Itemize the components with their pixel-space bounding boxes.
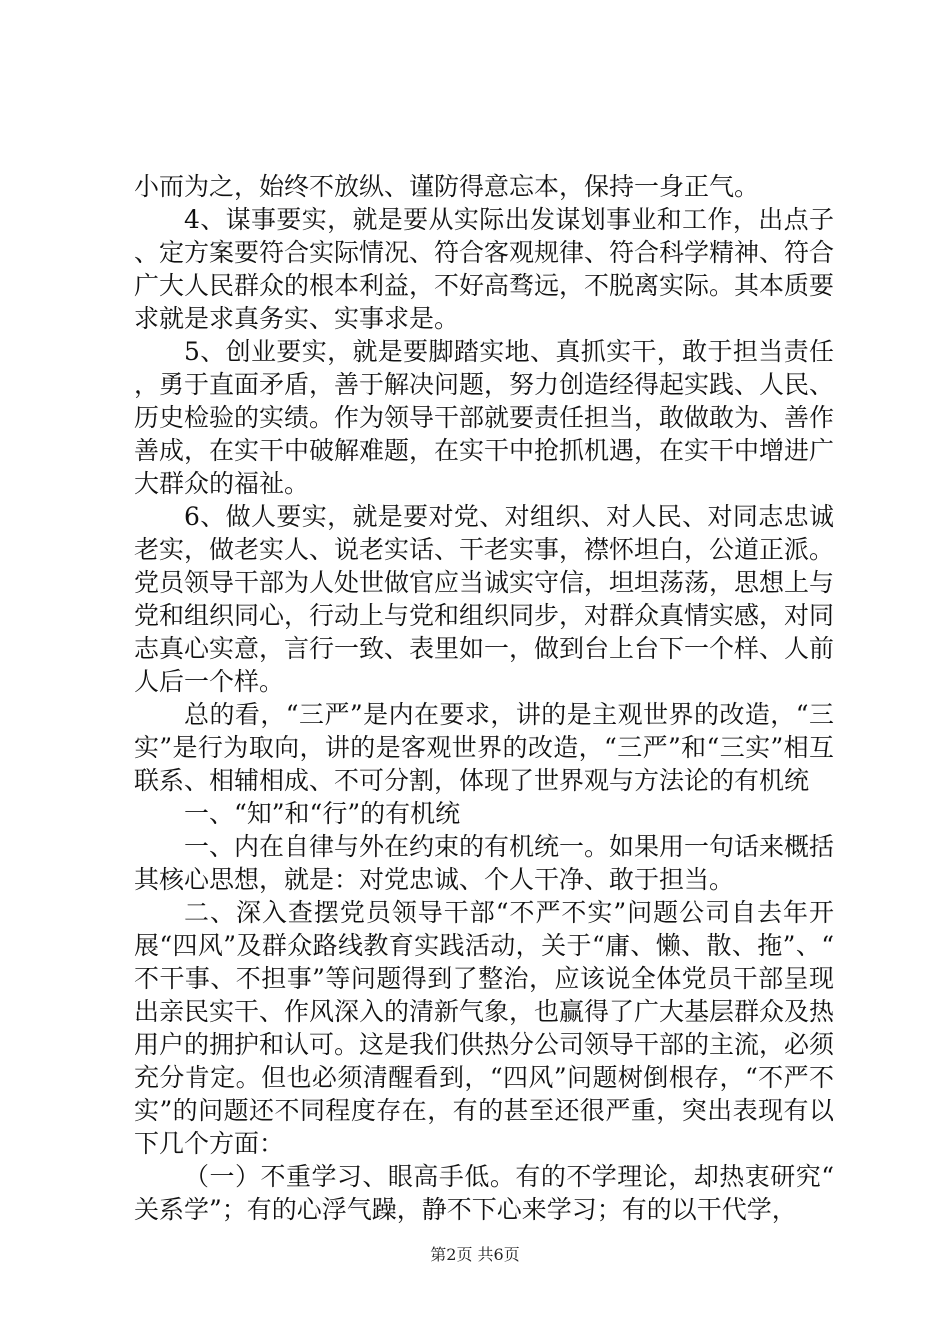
page-number-footer: 第2页 共6页 — [430, 1245, 520, 1264]
paragraph-3: 5、创业要实，就是要脚踏实地、真抓实干，敢于担当责任，勇于直面矛盾，善于解决问题，努力创造经得起实践、人民、历史检验的实绩。作为领导干部就要责任担当，敢做敢为、善作善成，在实干中破解难题，在实干中抢抓机遇，在实干中增进广大群众的福祉。 — [134, 337, 835, 498]
paragraph-2: 4、谋事要实，就是要从实际出发谋划事业和工作，出点子、定方案要符合实际情况、符合客观规律、符合科学精神、符合广大人民群众的根本利益，不好高骛远，不脱离实际。其本质要求就是求真务实、实事求是。 — [134, 205, 835, 333]
paragraph-8: 二、深入查摆党员领导干部“不严不实”问题公司自去年开展“四风”及群众路线教育实践活动，关于“庸、懒、散、拖”、“不干事、不担事”等问题得到了整治，应该说全体党员干部呈现出亲民实干、作风深入的清新气象，也赢得了广大基层群众及热用户的拥护和认可。这是我们供热分公司领导干部的主流，必须充分肯定。但也必须清醒看到，“四风”问题树倒根存，“不严不实”的问题还不同程度存在，有的甚至还很严重，突出表现有以下几个方面： — [134, 898, 835, 1158]
paragraph-6: 一、“知”和“行”的有机统 — [184, 799, 461, 828]
paragraph-1: 小而为之，始终不放纵、谨防得意忘本，保持一身正气。 — [134, 172, 760, 201]
document-body — [134, 170, 834, 1226]
paragraph-9: （一）不重学习、眼高手低。有的不学理论，却热衷研究“关系学”；有的心浮气躁，静不下心来学习；有的以干代学， — [134, 1162, 834, 1224]
paragraph-4: 6、做人要实，就是要对党、对组织、对人民、对同志忠诚老实，做老实人、说老实话、干老实事，襟怀坦白，公道正派。党员领导干部为人处世做官应当诚实守信，坦坦荡荡，思想上与党和组织同心，行动上与党和组织同步，对群众真情实感，对同志真心实意，言行一致、表里如一，做到台上台下一个样、人前人后一个样。 — [134, 502, 835, 696]
paragraph-7: 一、内在自律与外在约束的有机统一。如果用一句话来概括其核心思想，就是：对党忠诚、个人干净、敢于担当。 — [134, 832, 835, 894]
paragraph-5: 总的看，“三严”是内在要求，讲的是主观世界的改造，“三实”是行为取向，讲的是客观世界的改造，“三严”和“三实”相互联系、相辅相成、不可分割，体现了世界观与方法论的有机统 — [134, 700, 834, 795]
